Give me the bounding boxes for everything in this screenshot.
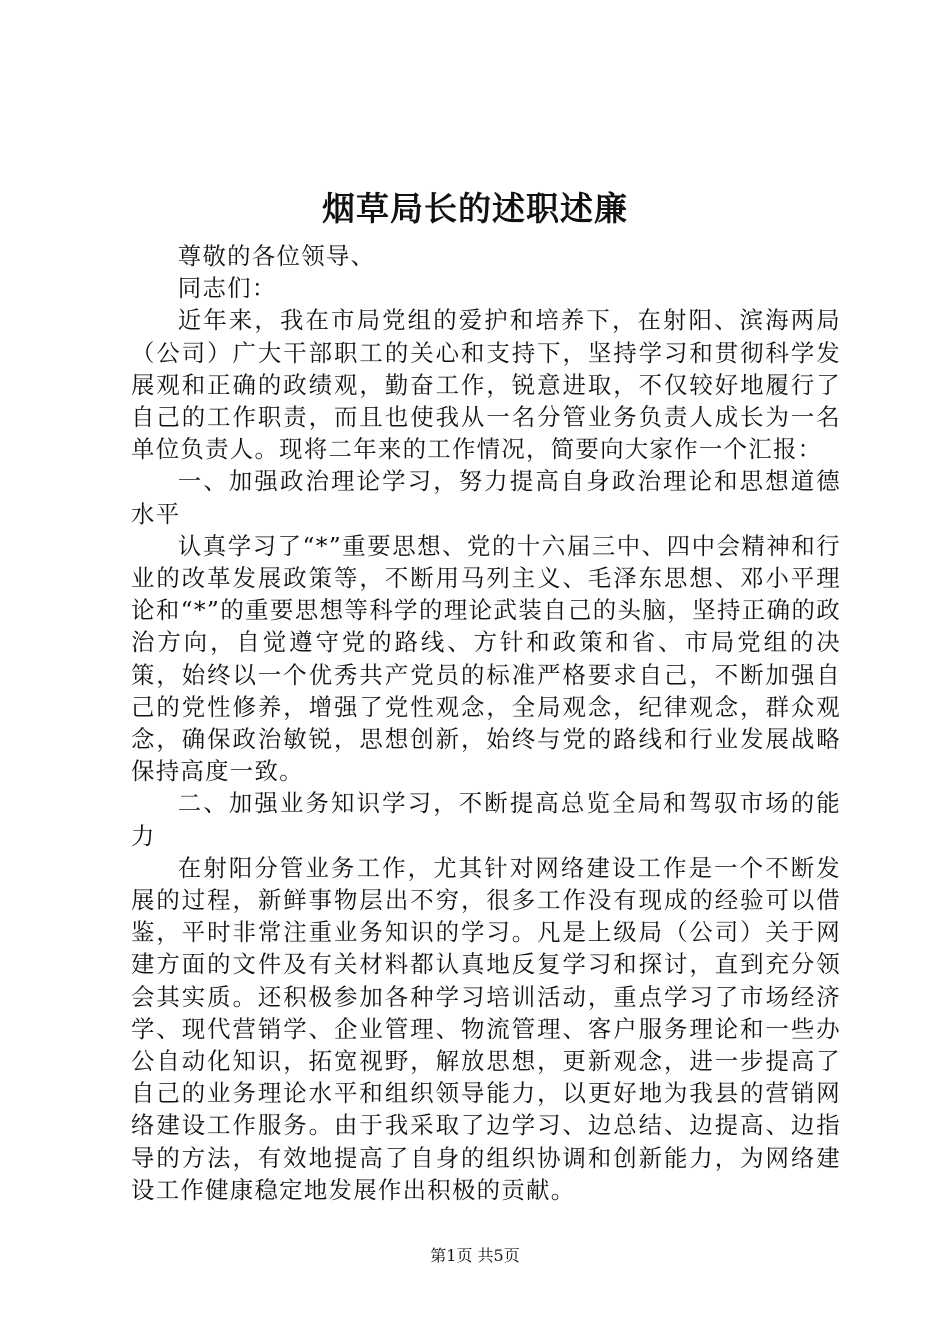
salutation-line-1: 尊敬的各位领导、 (177, 242, 376, 270)
salutation-line-2: 同志们： (177, 274, 277, 303)
section-heading-2: 二、加强业务知识学习，不断提高总览全局和驾驭市场的能力 (131, 789, 841, 850)
section-1-paragraph: 认真学习了“*”重要思想、党的十六届三中、四中会精神和行业的改革发展政策等，不断用马列主义、毛泽东思想、邓小平理论和“*”的重要思想等科学的理论武装自己的头脑，坚持正确的政治方向，自觉遵守党的路线、方针和政策和省、市局党组的决策，始终以一个优秀共产党员的标准严格要求自己，不断加强自己的党性修养，增强了党性观念，全局观念，纪律观念，群众观念，确保政治敏锐，思想创新，始终与党的路线和行业发展战略保持高度一致。 (131, 531, 841, 786)
intro-paragraph: 近年来，我在市局党组的爱护和培养下，在射阳、滨海两局（公司）广大干部职工的关心和支持下，坚持学习和贯彻科学发展观和正确的政绩观，勤奋工作，锐意进取，不仅较好地履行了自己的工作职责，而且也使我从一名分管业务负责人成长为一名单位负责人。现将二年来的工作情况，简要向大家作一个汇报： (131, 306, 841, 464)
section-2-paragraph: 在射阳分管业务工作，尤其针对网络建设工作是一个不断发展的过程，新鲜事物层出不穷，很多工作没有现成的经验可以借鉴，平时非常注重业务知识的学习。凡是上级局（公司）关于网建方面的文件及有关材料都认真地反复学习和探讨，直到充分领会其实质。还积极参加各种学习培训活动，重点学习了市场经济学、现代营销学、企业管理、物流管理、客户服务理论和一些办公自动化知识，拓宽视野，解放思想，更新观念，进一步提高了自己的业务理论水平和组织领导能力，以更好地为我县的营销网络建设工作服务。由于我采取了边学习、边总结、边提高、边指导的方法，有效地提高了自身的组织协调和创新能力，为网络建设工作健康稳定地发展作出积极的贡献。 (131, 853, 841, 1204)
document-body (131, 240, 841, 1206)
page-footer: 第1页 共5页 (430, 1246, 520, 1265)
document-title: 烟草局长的述职述廉 (322, 189, 628, 228)
section-heading-1: 一、加强政治理论学习，努力提高自身政治理论和思想道德水平 (131, 467, 841, 528)
